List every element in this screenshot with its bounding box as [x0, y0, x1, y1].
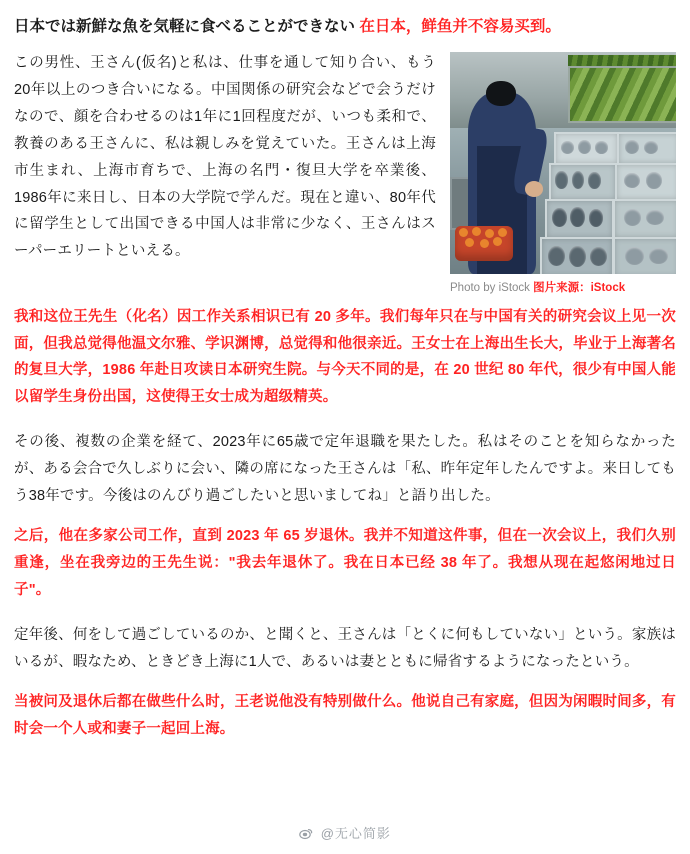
- watermark-text: @无心简影: [320, 826, 391, 841]
- article-body-top: [14, 50, 676, 303]
- figure-caption-source: Photo by iStock: [450, 282, 530, 295]
- photo-vegetable-rack: [568, 66, 676, 123]
- paragraph-japanese: 定年後、何をして過ごしているのか、と聞くと、王さんは「とくに何もしていない」という。家族はいるが、暇なため、ときどき上海に1人で、あるいは妻とともに帰省するようになったという。: [14, 626, 676, 670]
- weibo-logo-icon: [299, 828, 313, 840]
- watermark: [0, 823, 690, 842]
- photo-fish-tray: [554, 132, 619, 165]
- paragraph-chinese: 我和这位王先生（化名）因工作关系相识已有 20 多年。我们每年只在与中国有关的研究会议上见一次面，但我总觉得他温文尔雅、学识渊博，总觉得和他很亲近。王女士在上海出生长大，毕业于上海著名的复旦大学，1986 年赴日攻读日本研究生院。与今天不同的是，在 20 世纪 80 年代，很少有中国人能以留学生身份出国，这使得王女士成为超级精英。: [14, 308, 676, 406]
- paragraph-japanese: この男性、王さん(仮名)と私は、仕事を通して知り合い、もう20年以上のつき合いになる。中国関係の研究会などで会うだけなので、顔を合わせるのは1年に1回程度だが、いつも柔和で、教養のある王さんに、私は親しみを覚えていた。王さんは上海市生まれ、上海市育ちで、上海の名門・復旦大学を卒業後、1986年に来日し、日本の大学院で学んだ。現在と違い、80年代に留学生として出国できる中国人は非常に少なく、王さんはスーパーエリートといえる。: [14, 55, 436, 260]
- photo-fish-tray: [549, 163, 616, 200]
- photo-fish-tray: [540, 237, 614, 275]
- figure-caption-source-chinese: 图片来源：iStock: [533, 282, 626, 295]
- photo-fish-tray: [615, 163, 676, 200]
- photo-fruit-basket: [455, 226, 514, 262]
- photo-shopper-hand: [525, 181, 543, 197]
- photo-fish-tray: [613, 237, 676, 275]
- fish-market-photo: [450, 52, 676, 274]
- photo-fish-tray: [613, 199, 676, 239]
- page-title: [14, 16, 676, 38]
- headline-japanese: 日本では新鮮な魚を気軽に食べることができない: [14, 18, 356, 35]
- article-figure: [450, 52, 676, 297]
- figure-caption: [450, 280, 676, 297]
- photo-fish-tray: [617, 132, 676, 165]
- photo-shopper-head: [486, 81, 515, 105]
- paragraph-chinese: 当被问及退休后都在做些什么时，王老说他没有特别做什么。他说自己有家庭，但因为闲暇时间多，有时会一个人或和妻子一起回上海。: [14, 694, 676, 738]
- paragraph-chinese: 之后，他在多家公司工作，直到 2023 年 65 岁退休。我并不知道这件事，但在一次会议上，我们久别重逢，坐在我旁边的王先生说："我去年退休了。我在日本已经 38 年了。我想从现在起悠闲地过日子"。: [14, 528, 676, 599]
- headline-chinese: 在日本，鲜鱼并不容易买到。: [359, 18, 561, 35]
- photo-fish-tray: [545, 199, 615, 239]
- paragraph-japanese: その後、複数の企業を経て、2023年に65歳で定年退職を果たした。私はそのことを知らなかったが、ある会合で久しぶりに会い、隣の席になった王さんは「私、昨年定年したんですよ。来日してもう38年です。今後はのんびり過ごしたいと思いましてね」と語り出した。: [14, 433, 676, 504]
